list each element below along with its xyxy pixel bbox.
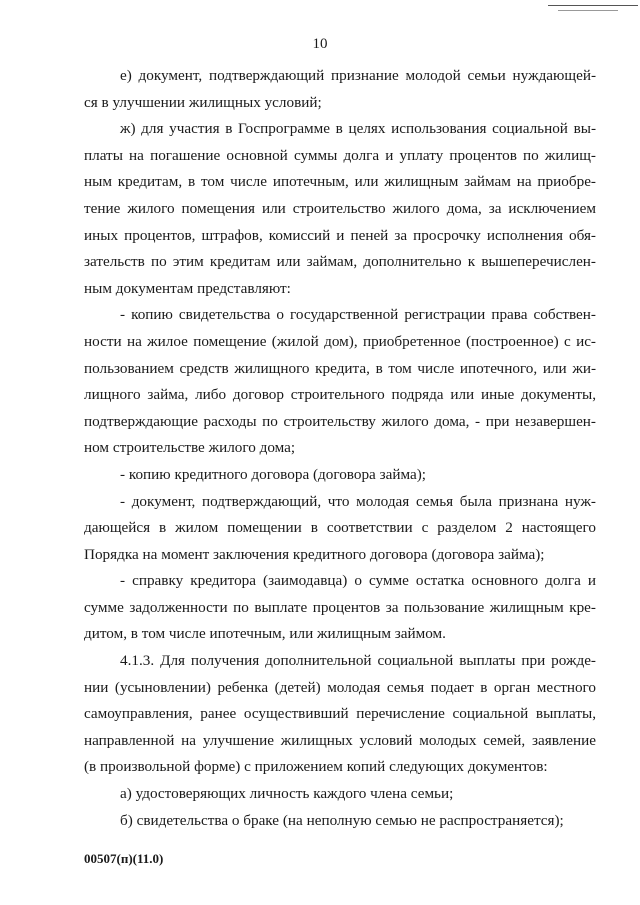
paragraph-line: тение жилого помещения или строительство жилого дома, за исключением <box>84 199 596 217</box>
paragraph-line: - документ, подтверждающий, что молодая семья была признана нуж- <box>120 492 596 510</box>
paragraph <box>84 302 596 462</box>
page-number: 10 <box>312 36 328 52</box>
paragraph-line: 4.1.3. Для получения дополнительной социальной выплаты при рожде- <box>120 652 596 670</box>
paragraph-line: иных процентов, штрафов, комиссий и пеней за просрочку исполнения обя- <box>84 226 596 244</box>
paragraph-line: - копию свидетельства о государственной регистрации права собствен- <box>120 306 596 324</box>
paragraph <box>84 63 596 116</box>
paragraph-line: нии (усыновлении) ребенка (детей) молодая семья подает в орган местного <box>84 678 596 696</box>
paragraph-line: - копию кредитного договора (договора займа); <box>120 465 426 483</box>
paragraph <box>84 116 596 302</box>
paragraph <box>84 648 596 781</box>
document-body <box>84 63 596 834</box>
paragraph <box>84 568 596 648</box>
paragraph-line: (в произвольной форме) с приложением копий следующих документов: <box>84 758 548 776</box>
paragraph-line: - справку кредитора (заимодавца) о сумме остатка основного долга и <box>120 572 596 590</box>
paragraph <box>84 781 596 808</box>
paragraph-line: дающейся в жилом помещении в соответствии с разделом 2 настоящего <box>84 519 596 537</box>
paragraph <box>84 489 596 569</box>
paragraph <box>84 462 596 489</box>
paragraph-line: пользованием средств жилищного кредита, в том числе ипотечного, или жи- <box>84 359 596 377</box>
paragraph-line: дитом, в том числе ипотечным, или жилищным займом. <box>84 625 446 643</box>
paragraph-line: б) свидетельства о браке (на неполную семью не распространяется); <box>120 811 564 829</box>
corner-rule <box>548 5 638 6</box>
paragraph-line: Порядка на момент заключения кредитного договора (договора займа); <box>84 545 545 563</box>
paragraph-line: сумме задолженности по выплате процентов за пользование жилищным кре- <box>84 598 596 616</box>
paragraph-line: ном строительстве жилого дома; <box>84 439 296 457</box>
paragraph-line: ным кредитам, в том числе ипотечным, или жилищным займам на приобре- <box>84 173 596 191</box>
paragraph <box>84 808 596 835</box>
paragraph-line: ности на жилое помещение (жилой дом), приобретенное (построенное) с ис- <box>84 332 596 350</box>
document-code: 00507(п)(11.0) <box>84 851 164 866</box>
paragraph-line: платы на погашение основной суммы долга и уплату процентов по жилищ- <box>84 146 596 164</box>
paragraph-line: самоуправления, ранее осуществивший перечисление социальной выплаты, <box>84 705 596 723</box>
paragraph-line: ж) для участия в Госпрограмме в целях использования социальной вы- <box>120 120 596 138</box>
corner-rule-secondary <box>558 10 618 11</box>
paragraph-line: лищного займа, либо договор строительного подряда или иные документы, <box>84 386 596 404</box>
paragraph-line: е) документ, подтверждающий признание молодой семьи нуждающей- <box>120 67 596 84</box>
paragraph-line: ным документам представляют: <box>84 279 291 297</box>
paragraph-line: а) удостоверяющих личность каждого члена семьи; <box>120 785 454 803</box>
paragraph-line: направленной на улучшение жилищных условий молодых семей, заявление <box>84 731 596 749</box>
paragraph-line: зательств по этим кредитам или займам, дополнительно к вышеперечислен- <box>84 253 596 271</box>
paragraph-line: подтверждающие расходы по строительству жилого дома, - при незавершен- <box>84 412 596 430</box>
paragraph-line: ся в улучшении жилищных условий; <box>84 93 322 111</box>
